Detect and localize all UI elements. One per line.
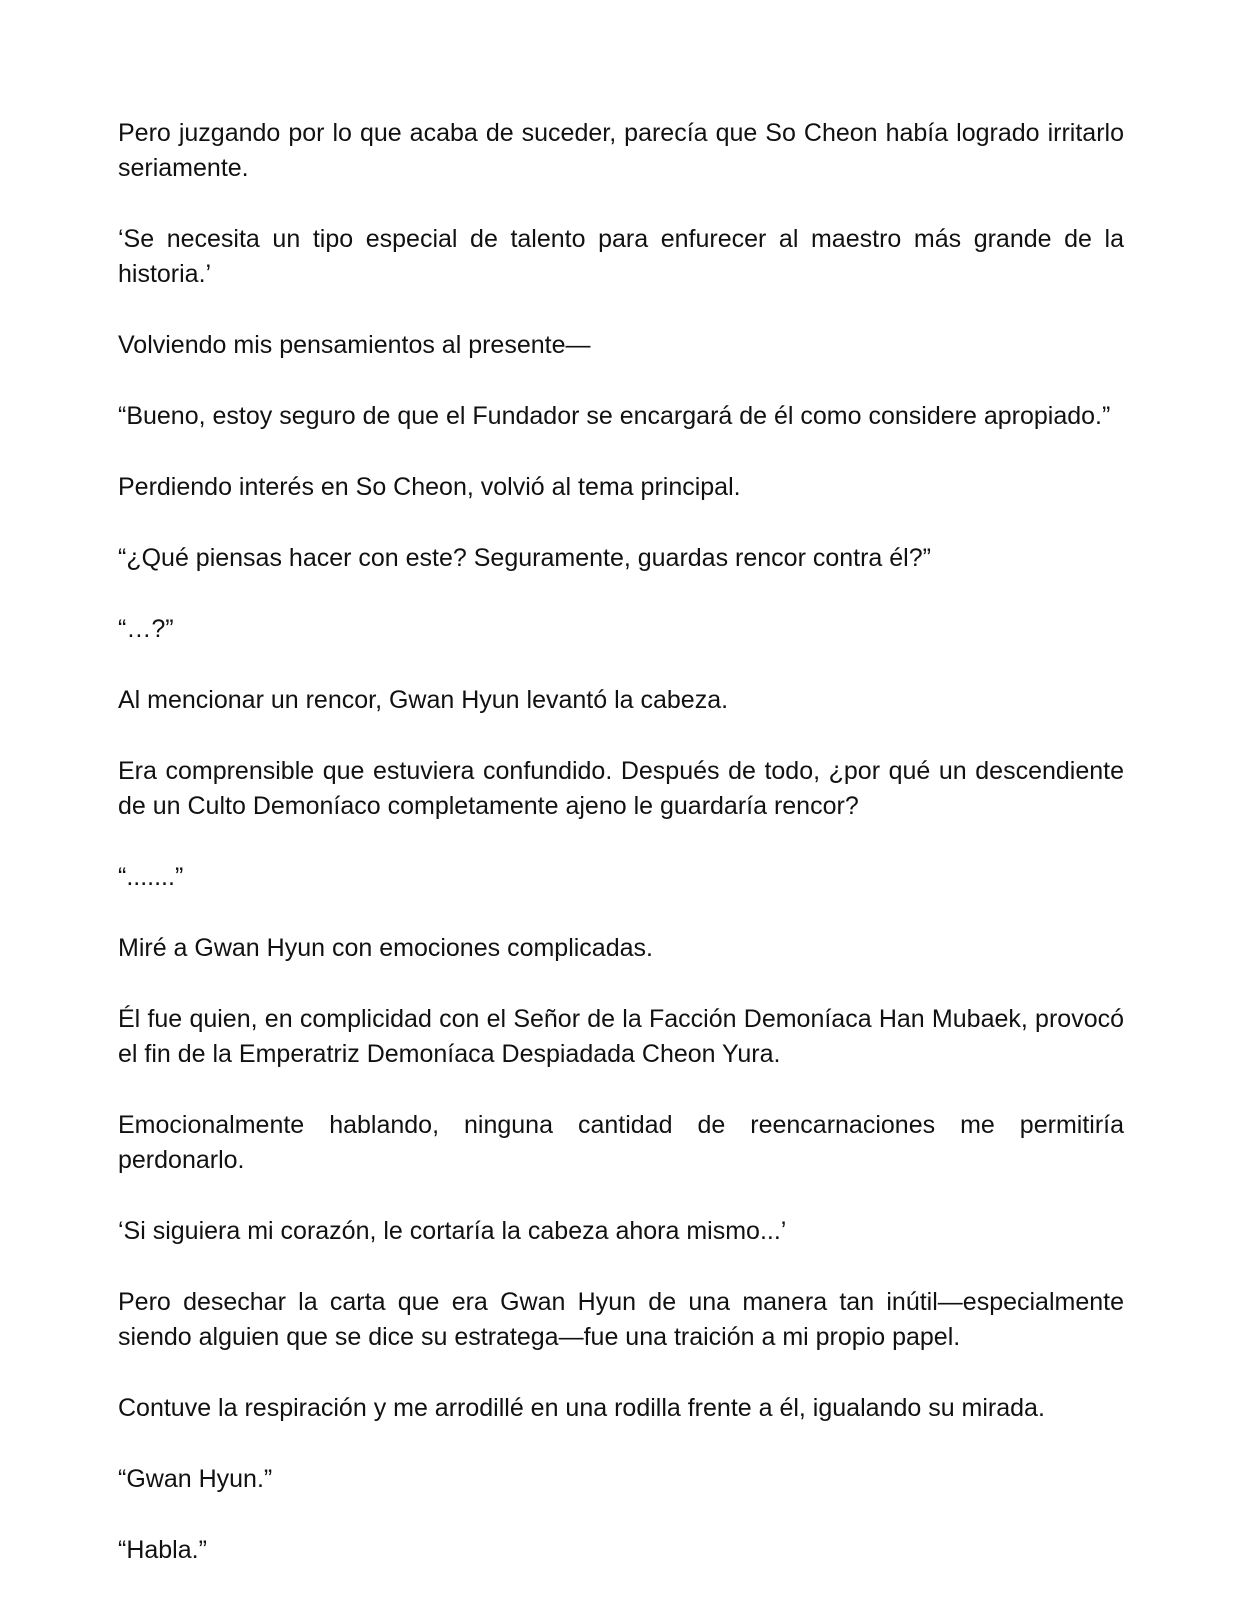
paragraph: Emocionalmente hablando, ninguna cantidad de reencarnaciones me permitiría perdonarlo.: [118, 1111, 1124, 1174]
paragraph: Perdiendo interés en So Cheon, volvió al tema principal.: [118, 473, 741, 501]
paragraph: Volviendo mis pensamientos al presente—: [118, 331, 591, 359]
paragraph: Contuve la respiración y me arrodillé en una rodilla frente a él, igualando su mirada.: [118, 1394, 1045, 1422]
document-body: [118, 116, 1124, 1568]
paragraph: Él fue quien, en complicidad con el Señor de la Facción Demoníaca Han Mubaek, provocó el fin de la Emperatriz Demoníaca Despiadada Cheon Yura.: [118, 1005, 1124, 1068]
paragraph: Miré a Gwan Hyun con emociones complicadas.: [118, 934, 653, 962]
paragraph: Pero juzgando por lo que acaba de suceder, parecía que So Cheon había logrado irritarlo seriamente.: [118, 119, 1124, 182]
paragraph: “…?”: [118, 615, 174, 643]
paragraph: Al mencionar un rencor, Gwan Hyun levantó la cabeza.: [118, 686, 729, 714]
paragraph: “Gwan Hyun.”: [118, 1465, 273, 1493]
paragraph: “¿Qué piensas hacer con este? Seguramente, guardas rencor contra él?”: [118, 544, 931, 572]
paragraph: Pero desechar la carta que era Gwan Hyun de una manera tan inútil—especialmente siendo alguien que se dice su estratega—fue una traición a mi propio papel.: [118, 1288, 1124, 1351]
paragraph: “.......”: [118, 863, 184, 891]
paragraph: Era comprensible que estuviera confundido. Después de todo, ¿por qué un descendiente de un Culto Demoníaco completamente ajeno le guardaría rencor?: [118, 757, 1124, 820]
paragraph: “Habla.”: [118, 1536, 207, 1564]
paragraph: “Bueno, estoy seguro de que el Fundador se encargará de él como considere apropiado.”: [118, 402, 1111, 430]
paragraph: ‘Se necesita un tipo especial de talento para enfurecer al maestro más grande de la historia.’: [118, 225, 1124, 288]
paragraph: ‘Si siguiera mi corazón, le cortaría la cabeza ahora mismo...’: [118, 1217, 787, 1245]
